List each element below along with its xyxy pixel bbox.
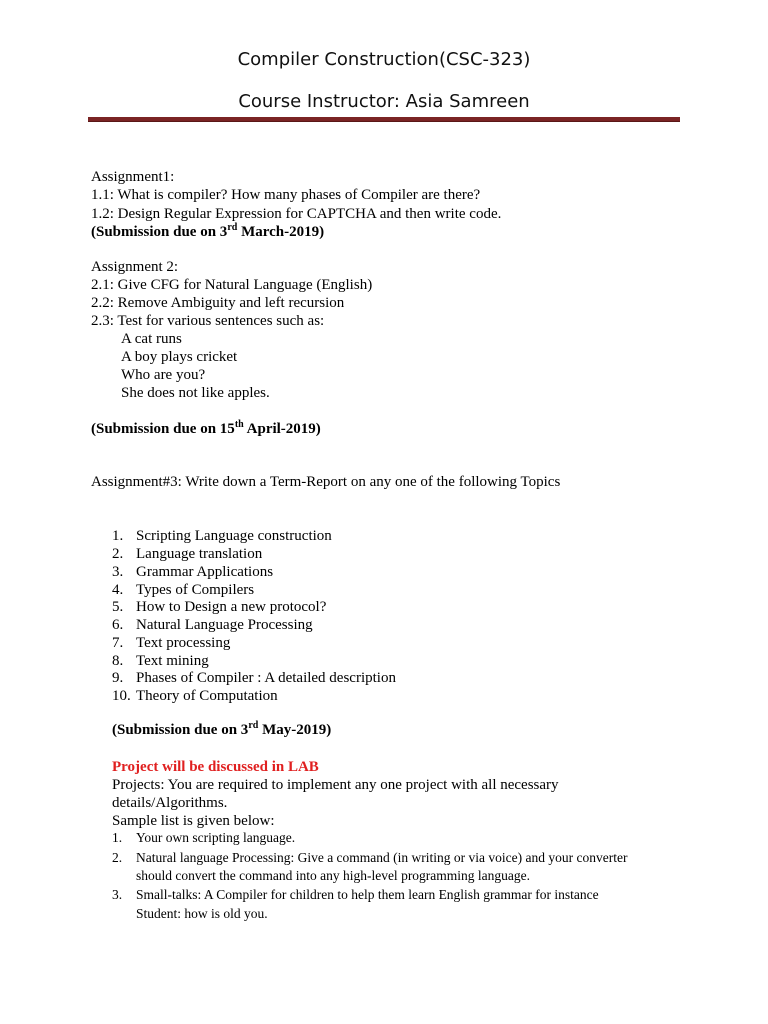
example-sentence: A boy plays cricket [121, 349, 238, 365]
list-item [112, 545, 262, 563]
due-date-text: April-2019) [243, 421, 321, 437]
list-item [112, 527, 332, 545]
list-item [112, 581, 254, 599]
assignment2-heading: Assignment 2: [91, 259, 179, 275]
list-text: Your own scripting language. [136, 830, 296, 845]
assignment1-question-2: 1.2: Design Regular Expression for CAPTCHA and then write code. [91, 206, 502, 222]
course-instructor: Course Instructor: Asia Samreen [238, 91, 530, 112]
project-intro: Projects: You are required to implement any one project with all necessary [112, 777, 559, 793]
assignment2-due-date [91, 420, 321, 438]
assignment1-question-1: 1.1: What is compiler? How many phases of Compiler are there? [91, 187, 481, 203]
header-divider [88, 117, 680, 121]
list-number: 9. [112, 670, 124, 686]
assignment1-due-date [91, 223, 324, 241]
list-number: 3. [112, 887, 123, 902]
list-text: Natural Language Processing [136, 617, 313, 633]
course-title: Compiler Construction(CSC-323) [237, 49, 531, 70]
list-number: 1. [112, 528, 124, 544]
list-text: Language translation [136, 546, 263, 562]
list-text: How to Design a new protocol? [136, 599, 327, 615]
list-text: Scripting Language construction [136, 528, 332, 544]
due-date-superscript: th [234, 419, 244, 430]
list-number: 10. [112, 688, 131, 704]
list-item [112, 687, 278, 705]
project-item [112, 886, 599, 904]
list-number: 3. [112, 564, 124, 580]
example-sentence: A cat runs [121, 331, 182, 347]
list-text: Text mining [136, 653, 209, 669]
project-notice: Project will be discussed in LAB [112, 759, 319, 775]
due-date-superscript: rd [248, 720, 259, 731]
list-item [112, 598, 326, 616]
project-item [112, 829, 295, 847]
list-item [112, 634, 230, 652]
list-number: 1. [112, 830, 123, 845]
sample-list-heading: Sample list is given below: [112, 813, 275, 829]
list-number: 7. [112, 635, 124, 651]
project-intro: details/Algorithms. [112, 795, 228, 811]
due-date-text: (Submission due on 3 [91, 224, 228, 240]
assignment3-heading: Assignment#3: Write down a Term-Report on any one of the following Topics [91, 474, 561, 490]
assignment3-due-date [112, 721, 331, 739]
list-item [112, 616, 313, 634]
list-number: 5. [112, 599, 124, 615]
list-number: 4. [112, 582, 124, 598]
project-item-continuation: Student: how is old you. [136, 906, 268, 921]
list-text: Small-talks: A Compiler for children to help them learn English grammar for instance [136, 887, 599, 902]
due-date-text: May-2019) [258, 722, 332, 738]
list-item [112, 652, 209, 670]
example-sentence: Who are you? [121, 367, 206, 383]
assignment2-question-3: 2.3: Test for various sentences such as: [91, 313, 325, 329]
list-number: 8. [112, 653, 124, 669]
project-item-continuation: should convert the command into any high-level programming language. [136, 868, 531, 883]
list-number: 2. [112, 850, 123, 865]
list-number: 2. [112, 546, 124, 562]
due-date-text: March-2019) [237, 224, 325, 240]
assignment1-heading: Assignment1: [91, 169, 175, 185]
list-item [112, 669, 396, 687]
assignment2-question-2: 2.2: Remove Ambiguity and left recursion [91, 295, 345, 311]
due-date-text: (Submission due on 15 [91, 421, 235, 437]
list-text: Grammar Applications [136, 564, 274, 580]
list-item [112, 563, 273, 581]
list-text: Phases of Compiler : A detailed description [136, 670, 396, 686]
list-text: Theory of Computation [136, 688, 278, 704]
due-date-text: (Submission due on 3 [112, 722, 249, 738]
project-item [112, 849, 627, 867]
list-text: Text processing [136, 635, 231, 651]
list-text: Types of Compilers [136, 582, 255, 598]
due-date-superscript: rd [227, 222, 238, 233]
example-sentence: She does not like apples. [121, 385, 270, 401]
list-number: 6. [112, 617, 124, 633]
assignment2-question-1: 2.1: Give CFG for Natural Language (English) [91, 277, 373, 293]
list-text: Natural language Processing: Give a command (in writing or via voice) and your converter [136, 850, 628, 865]
